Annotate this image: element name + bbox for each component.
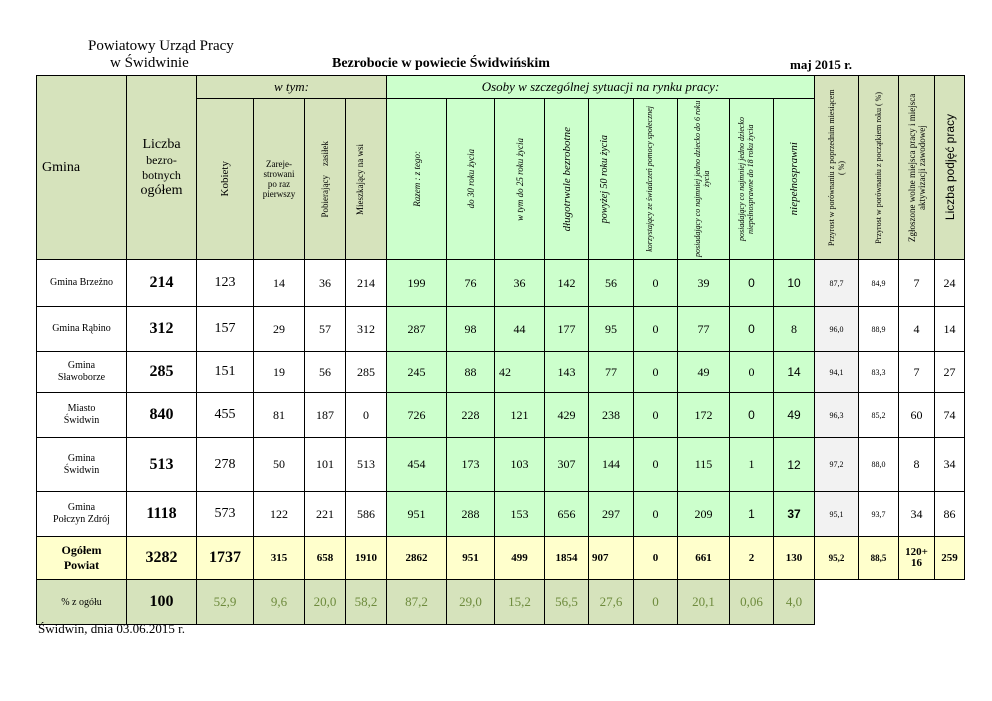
- header-do25: w tym do 25 roku życia: [495, 99, 545, 260]
- header-korzystajacy: korzystający ze świadczeń pomocy społecznej: [634, 99, 678, 260]
- data-cell: 84,9: [859, 260, 899, 307]
- total-cell: 840: [127, 393, 197, 438]
- data-cell: 97,2: [815, 438, 859, 492]
- data-cell: 209: [678, 492, 730, 537]
- gmina-name: Gmina Brzeżno: [37, 260, 127, 307]
- data-cell: 29,0: [447, 580, 495, 625]
- empty-cell: [815, 580, 965, 625]
- data-cell: 2862: [387, 537, 447, 580]
- data-cell: 9,6: [254, 580, 305, 625]
- data-cell: 1854: [545, 537, 589, 580]
- office-line-2: w Świdwinie: [110, 55, 189, 71]
- data-cell: 27: [935, 352, 965, 393]
- header-zarejestrowani: Zareje- strowani po raz pierwszy: [254, 99, 305, 260]
- percent-row-label: % z ogółu: [37, 580, 127, 625]
- data-cell: 101: [305, 438, 346, 492]
- data-cell: 143: [545, 352, 589, 393]
- data-cell: 172: [678, 393, 730, 438]
- data-cell: 656: [545, 492, 589, 537]
- data-cell: 76: [447, 260, 495, 307]
- data-cell: 4: [899, 307, 935, 352]
- gmina-name: Miasto Świdwin: [37, 393, 127, 438]
- table-row: [37, 352, 965, 393]
- header-zgloszone: Zgłoszone wolne miejsca pracy i miejsca aktywizacji zawodowej: [899, 76, 935, 260]
- data-cell: 58,2: [346, 580, 387, 625]
- data-cell: 951: [447, 537, 495, 580]
- data-cell: 57: [305, 307, 346, 352]
- data-cell: 951: [387, 492, 447, 537]
- gmina-name: Gmina Sławoborze: [37, 352, 127, 393]
- total-cell: 214: [127, 260, 197, 307]
- data-cell: 93,7: [859, 492, 899, 537]
- header-kobiety: Kobiety: [197, 99, 254, 260]
- data-cell: 52,9: [197, 580, 254, 625]
- footer-date: Świdwin, dnia 03.06.2015 r.: [38, 621, 185, 636]
- data-cell: 42: [495, 352, 545, 393]
- data-cell: 20,0: [305, 580, 346, 625]
- data-cell: 77: [678, 307, 730, 352]
- data-cell: 151: [197, 352, 254, 393]
- data-cell: 123: [197, 260, 254, 307]
- data-cell: 96,0: [815, 307, 859, 352]
- data-cell: 88,0: [859, 438, 899, 492]
- data-cell: 29: [254, 307, 305, 352]
- data-cell: 37: [774, 492, 815, 537]
- data-cell: 0: [634, 260, 678, 307]
- total-cell: 285: [127, 352, 197, 393]
- header-pow50: powyżej 50 roku życia: [589, 99, 634, 260]
- data-cell: 39: [678, 260, 730, 307]
- data-cell: 0: [730, 393, 774, 438]
- data-cell: 74: [935, 393, 965, 438]
- total-cell: 1118: [127, 492, 197, 537]
- data-cell: 98: [447, 307, 495, 352]
- data-cell: 0: [634, 438, 678, 492]
- data-cell: 14: [254, 260, 305, 307]
- data-cell: 586: [346, 492, 387, 537]
- data-cell: 56,5: [545, 580, 589, 625]
- header-dziecko6: posiadający co najmniej jedno dziecko do 6 roku życia: [678, 99, 730, 260]
- office-name: [88, 38, 234, 72]
- header-przyrost-rok: Przyrost w porównaniu z początkiem roku ( %): [859, 76, 899, 260]
- data-cell: 44: [495, 307, 545, 352]
- data-cell: 27,6: [589, 580, 634, 625]
- data-cell: 153: [495, 492, 545, 537]
- percent-row: [37, 580, 965, 625]
- unemployment-table: [36, 75, 965, 625]
- data-cell: 115: [678, 438, 730, 492]
- document-title: Bezrobocie w powiecie Świdwińskim: [332, 56, 550, 71]
- data-cell: 177: [545, 307, 589, 352]
- data-cell: 2: [730, 537, 774, 580]
- header-dziecko18: posiadający co najmniej jedno dziecko niepełnosprawne do 18 roku życia: [730, 99, 774, 260]
- header-podjec: Liczba podjęć pracy: [935, 76, 965, 260]
- data-cell: 14: [774, 352, 815, 393]
- data-cell: 285: [346, 352, 387, 393]
- data-cell: 228: [447, 393, 495, 438]
- header-razem: Razem : z tego:: [387, 99, 447, 260]
- data-cell: 187: [305, 393, 346, 438]
- data-cell: 0: [346, 393, 387, 438]
- data-cell: 312: [346, 307, 387, 352]
- data-cell: 36: [495, 260, 545, 307]
- data-cell: 56: [589, 260, 634, 307]
- data-cell: 88,5: [859, 537, 899, 580]
- total-cell: 312: [127, 307, 197, 352]
- data-cell: 1: [730, 492, 774, 537]
- data-cell: 661: [678, 537, 730, 580]
- header-przyrost-mies: Przyrost w porównaniu z poprzednim miesiącem ( %): [815, 76, 859, 260]
- table-row: [37, 492, 965, 537]
- data-cell: 83,3: [859, 352, 899, 393]
- table-row: [37, 307, 965, 352]
- data-cell: 0: [634, 307, 678, 352]
- data-cell: 144: [589, 438, 634, 492]
- data-cell: 907: [589, 537, 634, 580]
- data-cell: 0: [634, 352, 678, 393]
- data-cell: 4,0: [774, 580, 815, 625]
- data-cell: 259: [935, 537, 965, 580]
- data-cell: 0: [634, 537, 678, 580]
- gmina-name: Gmina Rąbino: [37, 307, 127, 352]
- data-cell: 60: [899, 393, 935, 438]
- data-cell: 429: [545, 393, 589, 438]
- data-cell: 0: [634, 393, 678, 438]
- data-cell: 121: [495, 393, 545, 438]
- data-cell: 86: [935, 492, 965, 537]
- data-cell: 56: [305, 352, 346, 393]
- data-cell: 0: [730, 307, 774, 352]
- data-cell: 288: [447, 492, 495, 537]
- data-cell: 95: [589, 307, 634, 352]
- data-cell: 238: [589, 393, 634, 438]
- data-cell: 94,1: [815, 352, 859, 393]
- data-cell: 455: [197, 393, 254, 438]
- data-cell: 88,9: [859, 307, 899, 352]
- data-cell: 49: [774, 393, 815, 438]
- data-cell: 513: [346, 438, 387, 492]
- data-cell: 658: [305, 537, 346, 580]
- data-cell: 173: [447, 438, 495, 492]
- data-cell: 454: [387, 438, 447, 492]
- data-cell: 81: [254, 393, 305, 438]
- header-dlugotrwale: długotrwale bezrobotne: [545, 99, 589, 260]
- data-cell: 19: [254, 352, 305, 393]
- header-niepelnosprawni: niepełnosprawni: [774, 99, 815, 260]
- data-cell: 96,3: [815, 393, 859, 438]
- data-cell: 8: [774, 307, 815, 352]
- data-cell: 0: [634, 580, 678, 625]
- data-cell: 287: [387, 307, 447, 352]
- data-cell: 36: [305, 260, 346, 307]
- office-line-1: Powiatowy Urząd Pracy: [88, 38, 234, 54]
- data-cell: 0: [730, 260, 774, 307]
- header-osoby: Osoby w szczególnej sytuacji na rynku pracy:: [387, 76, 815, 99]
- total-row-zgloszone: 120+ 16: [899, 537, 935, 580]
- header-gmina: Gmina: [37, 76, 127, 260]
- data-cell: 130: [774, 537, 815, 580]
- data-cell: 14: [935, 307, 965, 352]
- data-cell: 297: [589, 492, 634, 537]
- data-cell: 34: [935, 438, 965, 492]
- data-cell: 726: [387, 393, 447, 438]
- total-row: [37, 537, 965, 580]
- report-period: maj 2015 r.: [790, 57, 852, 72]
- header-do30: do 30 roku życia: [447, 99, 495, 260]
- data-cell: 103: [495, 438, 545, 492]
- data-cell: 95,2: [815, 537, 859, 580]
- data-cell: 1910: [346, 537, 387, 580]
- data-cell: 10: [774, 260, 815, 307]
- total-cell: 513: [127, 438, 197, 492]
- header-w-tym: w tym:: [197, 76, 387, 99]
- total-row-total: 3282: [127, 537, 197, 580]
- gmina-name: Gmina Świdwin: [37, 438, 127, 492]
- data-cell: 15,2: [495, 580, 545, 625]
- data-cell: 87,7: [815, 260, 859, 307]
- data-cell: 122: [254, 492, 305, 537]
- table-row: [37, 438, 965, 492]
- data-cell: 0: [634, 492, 678, 537]
- data-cell: 87,2: [387, 580, 447, 625]
- data-cell: 315: [254, 537, 305, 580]
- data-cell: 142: [545, 260, 589, 307]
- data-cell: 278: [197, 438, 254, 492]
- data-cell: 8: [899, 438, 935, 492]
- data-cell: 7: [899, 260, 935, 307]
- data-cell: 24: [935, 260, 965, 307]
- data-cell: 499: [495, 537, 545, 580]
- data-cell: 49: [678, 352, 730, 393]
- data-cell: 34: [899, 492, 935, 537]
- header-pobierajacy: Pobierający zasiłek: [305, 99, 346, 260]
- gmina-name: Gmina Połczyn Zdrój: [37, 492, 127, 537]
- data-cell: 1: [730, 438, 774, 492]
- data-cell: 0: [730, 352, 774, 393]
- total-row-kobiety: 1737: [197, 537, 254, 580]
- data-cell: 573: [197, 492, 254, 537]
- data-cell: 214: [346, 260, 387, 307]
- total-row-label: Ogółem Powiat: [37, 537, 127, 580]
- data-cell: 307: [545, 438, 589, 492]
- data-cell: 20,1: [678, 580, 730, 625]
- data-cell: 245: [387, 352, 447, 393]
- header-mieszkajacy: Mieszkający na wsi: [346, 99, 387, 260]
- data-cell: 95,1: [815, 492, 859, 537]
- data-cell: 85,2: [859, 393, 899, 438]
- data-cell: 221: [305, 492, 346, 537]
- data-cell: 12: [774, 438, 815, 492]
- data-cell: 157: [197, 307, 254, 352]
- table-row: [37, 393, 965, 438]
- data-cell: 0,06: [730, 580, 774, 625]
- table-row: [37, 260, 965, 307]
- data-cell: 88: [447, 352, 495, 393]
- data-cell: 7: [899, 352, 935, 393]
- header-liczba: Liczba bezro- botnych ogółem: [127, 76, 197, 260]
- data-cell: 50: [254, 438, 305, 492]
- percent-row-total: 100: [127, 580, 197, 625]
- data-cell: 77: [589, 352, 634, 393]
- data-cell: 199: [387, 260, 447, 307]
